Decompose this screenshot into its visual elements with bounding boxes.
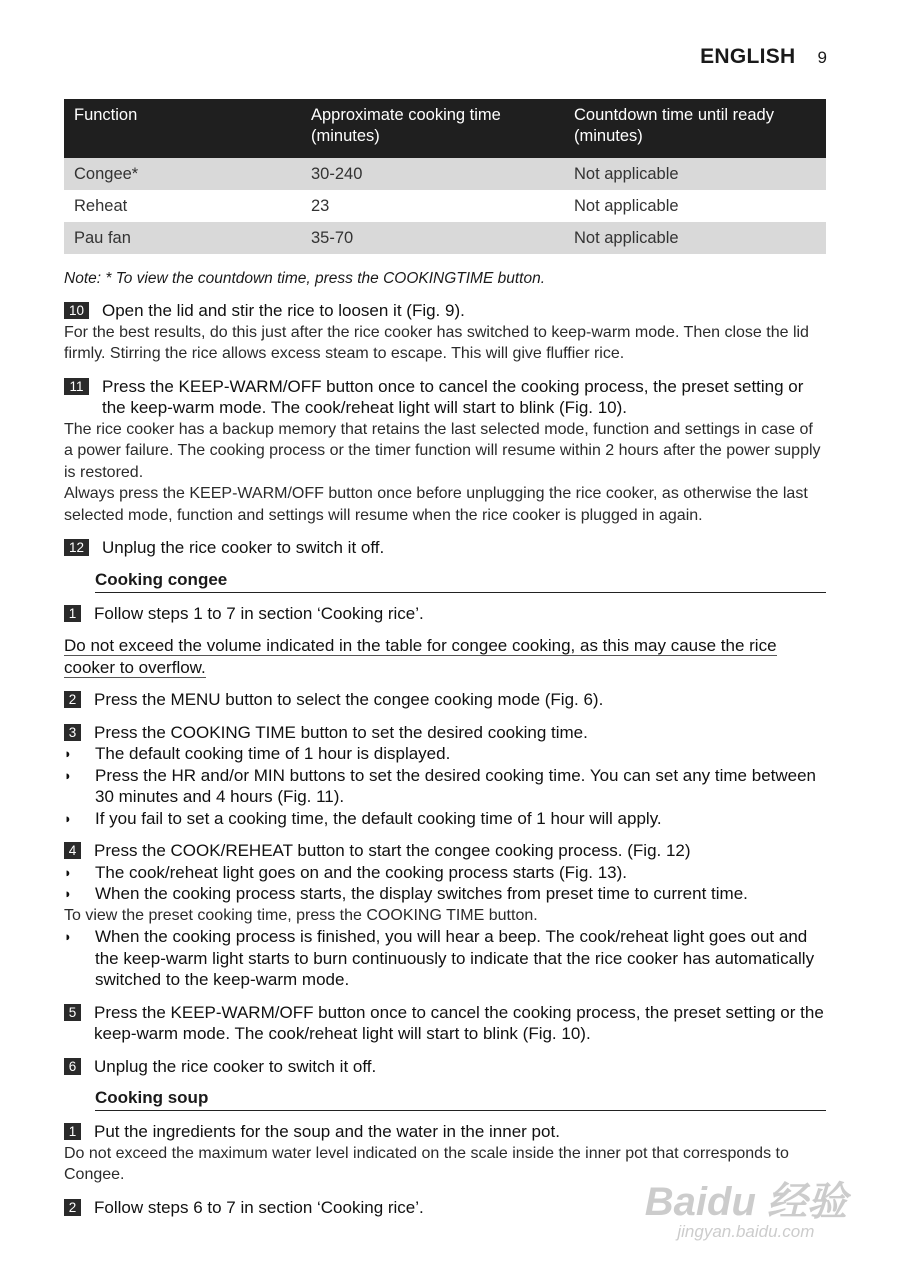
page-header [700,45,827,69]
language-label: ENGLISH [700,45,796,68]
table-cell: Reheat [74,197,128,215]
table-header-cell: Function [64,99,301,158]
congee-step-2 [64,689,826,711]
step-number-badge: 5 [64,1004,81,1021]
step-number-badge: 1 [64,1123,81,1140]
paragraph: Always press the KEEP-WARM/OFF button once before unplugging the rice cooker, as otherwise the last selected mode, function and settings will resume when the rice cooker is plugged in again. [64,485,808,524]
soup-step-1 [64,1121,826,1143]
section-heading-congee: Cooking congee [95,569,826,593]
step-text: Press the KEEP-WARM/OFF button once to cancel the cooking process, the preset setting or the keep-warm mode. The cook/reheat light will start to blink (Fig. 10). [102,376,804,417]
step-number-badge: 3 [64,724,81,741]
step-number-badge: 2 [64,691,81,708]
page-number: 9 [817,48,827,67]
table-cell: 35-70 [301,222,564,254]
step-text: Unplug the rice cooker to switch it off. [102,538,385,557]
table-cell: Not applicable [564,222,826,254]
congee-step-6 [64,1056,826,1078]
bullet-icon: ◗ [64,810,72,826]
step-number-badge: 4 [64,842,81,859]
step-number-badge: 11 [64,378,89,395]
table-header-row [64,99,826,158]
bullet-icon: ◗ [64,929,72,944]
step-text: Press the KEEP-WARM/OFF button once to cancel the cooking process, the preset setting or the keep-warm mode. The cook/reheat light will start to blink (Fig. 10). [94,1002,824,1043]
table-row [64,190,826,222]
step-number-badge: 1 [64,605,81,622]
table-row [64,158,826,190]
step-text: Open the lid and stir the rice to loosen it (Fig. 9). [102,301,465,320]
table-row [64,222,826,254]
table-cell: 30-240 [301,158,564,190]
bullet-item [64,808,826,830]
bullet-item [64,883,826,905]
paragraph: The rice cooker has a backup memory that retains the last selected mode, function and settings in case of a power failure. The cooking process or the timer function will resume within 2 hours after the power supply is restored. [64,420,821,481]
bullet-icon: ◗ [64,864,72,880]
bullet-text: If you fail to set a cooking time, the default cooking time of 1 hour will apply. [95,808,662,828]
step-text: Press the MENU button to select the congee cooking mode (Fig. 6). [94,690,604,709]
bullet-text: When the cooking process is finished, you will hear a beep. The cook/reheat light goes out and the keep-warm light starts to burn continuously to indicate that the rice cooker has automatically switched to the keep-warm mode. [95,927,815,989]
bullet-item [64,926,826,991]
bullet-icon: ◗ [64,767,72,783]
table-cell: Pau fan [64,222,301,254]
bullet-icon: ◗ [64,886,72,901]
table-cell: Not applicable [564,158,826,190]
step-text: Press the COOK/REHEAT button to start the congee cooking process. (Fig. 12) [94,841,691,860]
paragraph: To view the preset cooking time, press the COOKING TIME button. [64,906,538,924]
bullet-item [64,765,826,808]
step-11 [64,376,826,419]
step-number-badge: 10 [64,302,89,319]
baidu-logo-icon: Baidu 经验 [644,1180,847,1224]
step-number-badge: 6 [64,1058,81,1075]
step-12 [64,537,826,559]
table-note: Note: * To view the countdown time, press the COOKINGTIME button. [64,270,545,287]
page-content [64,99,826,1218]
congee-step-4 [64,840,826,862]
step-number-badge: 12 [64,539,89,556]
warning-text [64,635,826,678]
step-10 [64,300,826,322]
paragraph: For the best results, do this just after the rice cooker has switched to keep-warm mode. Then close the lid firmly. Stirring the rice allows excess steam to escape. This will give fluffier rice. [64,323,809,362]
bullet-text: The default cooking time of 1 hour is displayed. [95,744,451,763]
watermark [645,1182,847,1242]
step-number-badge: 2 [64,1199,81,1216]
congee-step-3 [64,722,826,744]
bullet-item [64,862,826,884]
bullet-text: Press the HR and/or MIN buttons to set the desired cooking time. You can set any time between 30 minutes and 4 hours (Fig. 11). [95,765,817,806]
step-text: Follow steps 6 to 7 in section ‘Cooking rice’. [94,1197,424,1217]
congee-step-5 [64,1002,826,1045]
congee-step-1 [64,603,826,625]
bullet-text: When the cooking process starts, the display switches from preset time to current time. [95,884,748,903]
table-cell: 23 [311,197,330,215]
table-cell: Not applicable [574,197,679,215]
section-heading-soup: Cooking soup [95,1087,826,1111]
bullet-icon: ◗ [64,746,72,761]
step-text: Put the ingredients for the soup and the water in the inner pot. [94,1122,560,1141]
watermark-url: jingyan.baidu.com [677,1222,815,1241]
warning-underlined: Do not exceed the volume indicated in the table for congee cooking, as this may cause the rice cooker to overflow. [64,636,777,677]
function-table [64,99,826,254]
bullet-text: The cook/reheat light goes on and the cooking process starts (Fig. 13). [95,862,628,882]
step-text: Press the COOKING TIME button to set the desired cooking time. [94,722,588,742]
bullet-item [64,743,826,765]
step-text: Follow steps 1 to 7 in section ‘Cooking rice’. [94,603,424,623]
paragraph: Do not exceed the maximum water level indicated on the scale inside the inner pot that corresponds to Congee. [64,1144,789,1183]
table-cell: Congee* [64,158,301,190]
table-header-cell: Countdown time until ready (minutes) [564,99,826,158]
table-header-cell: Approximate cooking time (minutes) [301,99,564,158]
step-text: Unplug the rice cooker to switch it off. [94,1056,377,1076]
